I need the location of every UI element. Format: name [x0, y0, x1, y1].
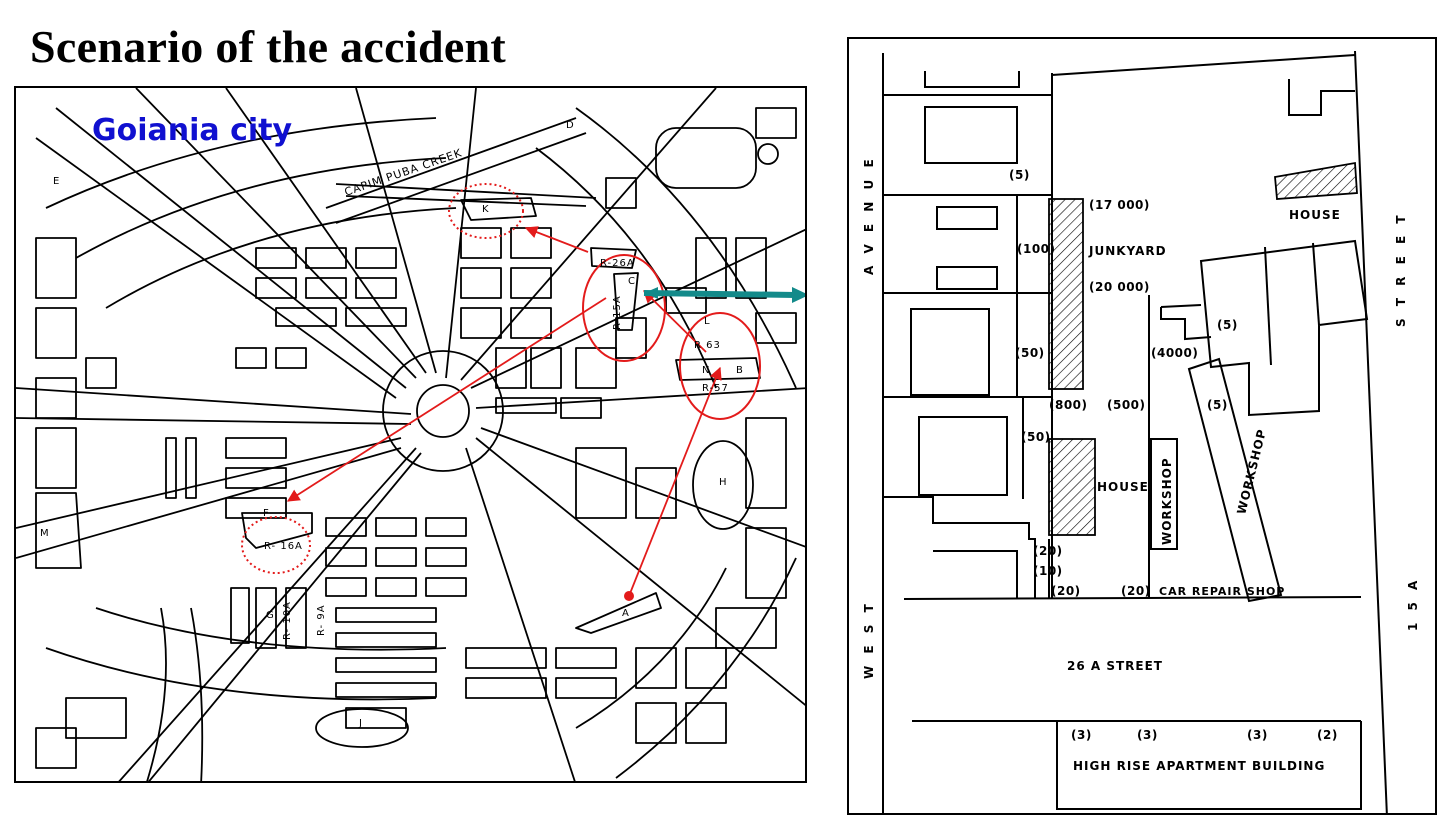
- site-label-b: B: [736, 365, 743, 376]
- junkyard-hatch: [1049, 199, 1083, 389]
- reading-500: (500): [1107, 398, 1146, 412]
- site-label-e: E: [53, 176, 60, 187]
- car-repair-label: CAR REPAIR SHOP: [1159, 585, 1286, 598]
- reading-20a: (20): [1033, 544, 1063, 558]
- reading-10: (10): [1033, 564, 1063, 578]
- junkyard-label: JUNKYARD: [1089, 244, 1167, 258]
- route-c-to-k: [526, 228, 588, 252]
- house-top-hatch: [1275, 163, 1357, 199]
- site-label-f: F: [263, 508, 269, 519]
- workshop-label-1: WORKSHOP: [1160, 457, 1174, 545]
- reading-4000: (4000): [1151, 346, 1199, 360]
- city-name-label: Goiania city: [92, 113, 293, 148]
- road-label-r16a: R- 16A: [264, 541, 303, 552]
- site-plan-svg: [849, 39, 1437, 815]
- reading-5b: (5): [1217, 318, 1238, 332]
- house-top-label: HOUSE: [1289, 208, 1341, 222]
- reading-50b: (50): [1021, 430, 1051, 444]
- city-street-network: [16, 88, 807, 783]
- city-map-svg: [16, 88, 807, 783]
- apartment-reading-4: (2): [1317, 728, 1338, 742]
- apartment-reading-2: (3): [1137, 728, 1158, 742]
- house-mid-label: HOUSE: [1097, 480, 1149, 494]
- avenue-label: A V E N U E: [862, 155, 876, 275]
- workshop-label-2: WORKSHOP: [1234, 427, 1270, 516]
- reading-20b: (20): [1051, 584, 1081, 598]
- house-mid-hatch: [1049, 439, 1095, 535]
- contamination-route: [288, 228, 720, 596]
- site-label-m: M: [40, 528, 49, 539]
- creek-label: CAPIM PUBA CREEK: [342, 146, 464, 199]
- road-label-r9a: R- 9A: [316, 604, 327, 636]
- route-a-to-b: [629, 368, 720, 596]
- site-label-l: L: [704, 316, 710, 327]
- site-label-h: H: [719, 477, 727, 488]
- fifteen-a-label: 1 5 A: [1406, 576, 1420, 631]
- reading-5c: (5): [1207, 398, 1228, 412]
- road-label-r63: R 63: [694, 340, 721, 351]
- apartment-reading-1: (3): [1071, 728, 1092, 742]
- road-label-r26a: R-26A: [600, 258, 635, 269]
- site-label-j: J: [359, 718, 362, 729]
- reading-20000: (20 000): [1089, 280, 1150, 294]
- reading-800: (800): [1049, 398, 1088, 412]
- reading-20c: (20): [1121, 584, 1151, 598]
- street-label: S T R E E T: [1394, 211, 1408, 327]
- site-c-oval: [583, 255, 665, 361]
- reading-100: (100): [1017, 242, 1056, 256]
- road-label-r10a: R- 10A: [282, 601, 293, 640]
- site-label-c: C: [628, 276, 635, 287]
- reading-17000: (17 000): [1089, 198, 1150, 212]
- page-title: Scenario of the accident: [30, 21, 507, 72]
- source-point-a: [624, 591, 634, 601]
- site-label-g: G: [266, 610, 274, 621]
- road-labels: [264, 258, 729, 640]
- site-plan-outlines: [883, 51, 1387, 815]
- site-label-d: D: [566, 120, 574, 131]
- road-label-r15a: R-15A: [612, 295, 623, 330]
- junkyard-site-plan: [847, 37, 1437, 815]
- west-label: W E S T: [862, 600, 876, 679]
- road-label-r57: R-57: [702, 383, 729, 394]
- apartment-label: HIGH RISE APARTMENT BUILDING: [1073, 759, 1326, 773]
- reading-50a: (50): [1015, 346, 1045, 360]
- site-label-k: K: [482, 204, 489, 215]
- reading-5a: (5): [1009, 168, 1030, 182]
- goiania-city-map: [14, 86, 807, 783]
- site-plan-labels: [862, 155, 1420, 773]
- street-26a-label: 26 A STREET: [1067, 659, 1163, 673]
- site-b-oval: [680, 313, 760, 419]
- site-label-n: N: [702, 365, 710, 376]
- site-label-a: A: [622, 608, 629, 619]
- apartment-reading-3: (3): [1247, 728, 1268, 742]
